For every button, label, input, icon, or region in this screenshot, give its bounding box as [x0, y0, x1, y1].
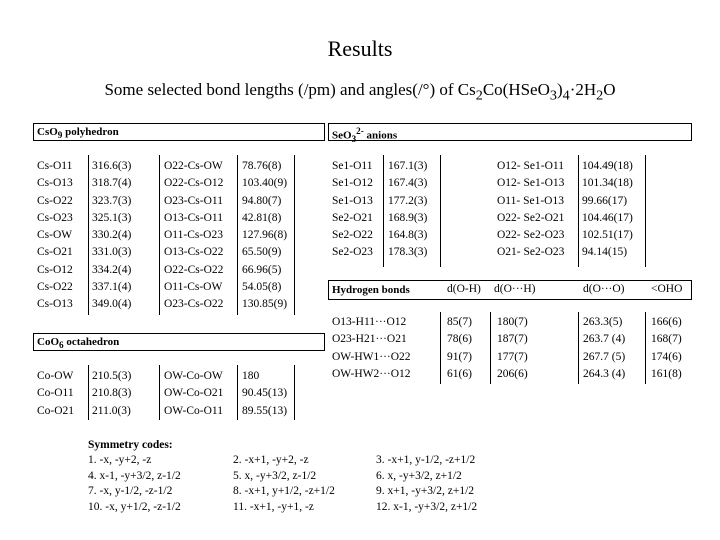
angle-value-cell: 104.49(18) [582, 160, 633, 172]
angle-value-cell: 54.05(8) [242, 281, 282, 294]
hbond-cell: 263.3(5) [583, 316, 623, 328]
hbond-cell: 263.7 (4) [583, 333, 626, 346]
hbond-cell: 161(8) [651, 367, 682, 380]
symmetry-code: 2. -x+1, -y+2, -z [233, 454, 309, 466]
hbond-cell: OW-HW2···O12 [332, 367, 411, 380]
hbond-cell: 168(7) [651, 333, 682, 346]
angle-atoms-cell: O12- Se1-O13 [497, 177, 565, 190]
bond-length-cell: 337.1(4) [92, 281, 132, 294]
angle-value-cell: 104.46(17) [582, 211, 633, 224]
bond-length-cell: 331.0(3) [92, 246, 132, 259]
angle-value-cell: 78.76(8) [242, 160, 282, 172]
angle-atoms-cell: O21- Se2-O23 [497, 246, 565, 259]
angle-value-cell: 130.85(9) [242, 298, 288, 311]
hbonds-col-angle [651, 314, 682, 383]
hbond-cell: 174(6) [651, 350, 682, 363]
angle-value-cell: 99.66(17) [582, 194, 628, 207]
seo3-header: SeO$_3^{2-}$ anions [332, 126, 398, 144]
bond-length-cell: 177.2(3) [388, 194, 428, 207]
hbonds-col-doo [583, 314, 625, 383]
symmetry-code: 8. -x+1, y+1/2, -z+1/2 [233, 485, 335, 497]
angle-value-cell: 65.50(9) [242, 246, 282, 259]
hbond-cell: 166(6) [651, 316, 682, 328]
bond-atoms-cell: Se1-O11 [332, 160, 373, 172]
bond-length-cell: 167.1(3) [388, 160, 428, 172]
angle-atoms-cell: O11-Cs-OW [164, 281, 223, 294]
seo3-angle-atoms [497, 158, 564, 262]
hbond-cell: OW-HW1···O22 [332, 350, 411, 363]
bond-length-cell: 210.8(3) [92, 387, 132, 400]
bond-length-cell: 318.7(4) [92, 177, 132, 190]
coo6-angle-values [242, 368, 287, 420]
bond-atoms-cell: Cs-O22 [37, 194, 73, 207]
angle-value-cell: 180 [242, 370, 260, 382]
page-subtitle: Some selected bond lengths (/pm) and angles(/°) of $Cs_2Co(HSeO_3)_4\cdot 2H_2O$ [104, 80, 616, 104]
angle-atoms-cell: O13-Cs-O22 [164, 246, 224, 259]
bond-atoms-cell: Cs-O23 [37, 211, 73, 224]
seo3-bond-values [388, 158, 427, 262]
coo6-header: CoO$_6$ octahedron [37, 336, 120, 351]
coo6-bond-values [92, 368, 131, 420]
page-title: Results [327, 36, 393, 61]
symmetry-code: 7. -x, y-1/2, -z-1/2 [88, 485, 173, 497]
hbonds-header-label: Hydrogen bonds [332, 284, 410, 296]
hbond-cell: 264.3 (4) [583, 367, 626, 380]
hbond-cell: 78(6) [447, 333, 472, 346]
hbonds-col-doh [447, 314, 472, 383]
bond-atoms-cell: Co-O11 [37, 387, 74, 400]
angle-atoms-cell: OW-Co-OW [164, 370, 223, 382]
bond-atoms-cell: Co-O21 [37, 404, 75, 417]
symmetry-title: Symmetry codes: [88, 439, 173, 451]
angle-atoms-cell: O22- Se2-O21 [497, 211, 565, 224]
angle-atoms-cell: O22-Cs-OW [164, 160, 223, 172]
angle-atoms-cell: O23-Cs-O11 [164, 194, 223, 207]
symmetry-col1 [88, 453, 181, 515]
symmetry-code: 12. x-1, -y+3/2, z+1/2 [376, 500, 478, 513]
bond-atoms-cell: Se2-O23 [332, 246, 373, 259]
bond-atoms-cell: Cs-OW [37, 229, 73, 242]
bond-length-cell: 323.7(3) [92, 194, 132, 207]
angle-atoms-cell: O11-Cs-O23 [164, 229, 223, 242]
angle-value-cell: 102.51(17) [582, 229, 633, 242]
coo6-angle-atoms [164, 368, 223, 420]
symmetry-col2 [233, 453, 335, 515]
hbonds-header-doo: d(O···O) [583, 283, 625, 295]
bond-atoms-cell: Cs-O12 [37, 263, 73, 276]
angle-value-cell: 89.55(13) [242, 404, 288, 417]
angle-atoms-cell: O22-Cs-O12 [164, 177, 224, 190]
angle-value-cell: 94.80(7) [242, 194, 282, 207]
angle-value-cell: 66.96(5) [242, 263, 282, 276]
bond-atoms-cell: Cs-O13 [37, 177, 73, 190]
hbond-cell: 85(7) [447, 316, 472, 328]
bond-atoms-cell: Se1-O12 [332, 177, 373, 190]
hbond-cell: 187(7) [497, 333, 528, 346]
symmetry-code: 10. -x, y+1/2, -z-1/2 [88, 500, 181, 513]
symmetry-code: 6. x, -y+3/2, z+1/2 [376, 469, 462, 482]
bond-length-cell: 325.1(3) [92, 211, 132, 224]
coo6-bond-atoms [37, 368, 74, 420]
hbond-cell: 91(7) [447, 350, 472, 363]
angle-value-cell: 94.14(15) [582, 246, 628, 259]
cso9-bond-atoms [37, 158, 73, 314]
hbond-cell: 177(7) [497, 350, 528, 363]
bond-atoms-cell: Se1-O13 [332, 194, 373, 207]
symmetry-col3 [376, 453, 477, 515]
angle-atoms-cell: O13-Cs-O11 [164, 211, 223, 224]
hbond-cell: 180(7) [497, 316, 528, 328]
angle-atoms-cell: O12- Se1-O11 [497, 160, 564, 172]
bond-atoms-cell: Se2-O22 [332, 229, 373, 242]
hbonds-header-doh: d(O-H) [447, 283, 481, 295]
symmetry-code: 5. x, -y+3/2, z-1/2 [233, 469, 317, 482]
angle-value-cell: 127.96(8) [242, 229, 288, 242]
hbond-cell: 206(6) [497, 367, 528, 380]
angle-atoms-cell: OW-Co-O11 [164, 404, 223, 417]
bond-length-cell: 330.2(4) [92, 229, 132, 242]
angle-atoms-cell: OW-Co-O21 [164, 387, 224, 400]
bond-length-cell: 178.3(3) [388, 246, 428, 259]
bond-length-cell: 334.2(4) [92, 263, 132, 276]
hbond-cell: O23-H21···O21 [332, 333, 407, 346]
angle-value-cell: 42.81(8) [242, 211, 282, 224]
symmetry-code: 11. -x+1, -y+1, -z [233, 500, 314, 513]
bond-atoms-cell: Cs-O11 [37, 160, 73, 172]
bond-atoms-cell: Se2-O21 [332, 211, 373, 224]
angle-value-cell: 103.40(9) [242, 177, 288, 190]
symmetry-code: 3. -x+1, y-1/2, -z+1/2 [376, 454, 476, 466]
angle-atoms-cell: O11- Se1-O13 [497, 194, 564, 207]
cso9-bond-values [92, 158, 131, 314]
bond-atoms-cell: Co-OW [37, 370, 74, 382]
symmetry-code: 1. -x, -y+2, -z [88, 454, 152, 466]
hbond-cell: O13-H11···O12 [332, 316, 407, 328]
bond-atoms-cell: Cs-O22 [37, 281, 73, 294]
angle-value-cell: 101.34(18) [582, 177, 633, 190]
hbonds-col-doh2 [497, 314, 528, 383]
bond-atoms-cell: Cs-O13 [37, 298, 73, 311]
symmetry-code: 4. x-1, -y+3/2, z-1/2 [88, 469, 181, 482]
seo3-bond-atoms [332, 158, 373, 262]
bond-length-cell: 211.0(3) [92, 404, 131, 417]
cso9-angle-atoms [164, 158, 223, 314]
angle-value-cell: 90.45(13) [242, 387, 288, 400]
angle-atoms-cell: O22-Cs-O22 [164, 263, 224, 276]
hbonds-header-doh2: d(O···H) [494, 283, 536, 295]
bond-length-cell: 349.0(4) [92, 298, 132, 311]
hbonds-header-angle: <OHO [651, 283, 683, 295]
angle-atoms-cell: O22- Se2-O23 [497, 229, 565, 242]
bond-length-cell: 168.9(3) [388, 211, 428, 224]
bond-length-cell: 164.8(3) [388, 229, 428, 242]
seo3-angle-values [582, 158, 633, 262]
angle-atoms-cell: O23-Cs-O22 [164, 298, 224, 311]
bond-length-cell: 210.5(3) [92, 370, 132, 382]
bond-length-cell: 167.4(3) [388, 177, 428, 190]
bond-atoms-cell: Cs-O21 [37, 246, 73, 259]
hbonds-col-bond [332, 314, 411, 383]
cso9-header: CsO$_9$ polyhedron [37, 126, 119, 141]
bond-length-cell: 316.6(3) [92, 160, 132, 172]
symmetry-code: 9. x+1, -y+3/2, z+1/2 [376, 485, 475, 497]
hbond-cell: 61(6) [447, 367, 472, 380]
cso9-angle-values [242, 158, 287, 314]
hbond-cell: 267.7 (5) [583, 350, 626, 363]
